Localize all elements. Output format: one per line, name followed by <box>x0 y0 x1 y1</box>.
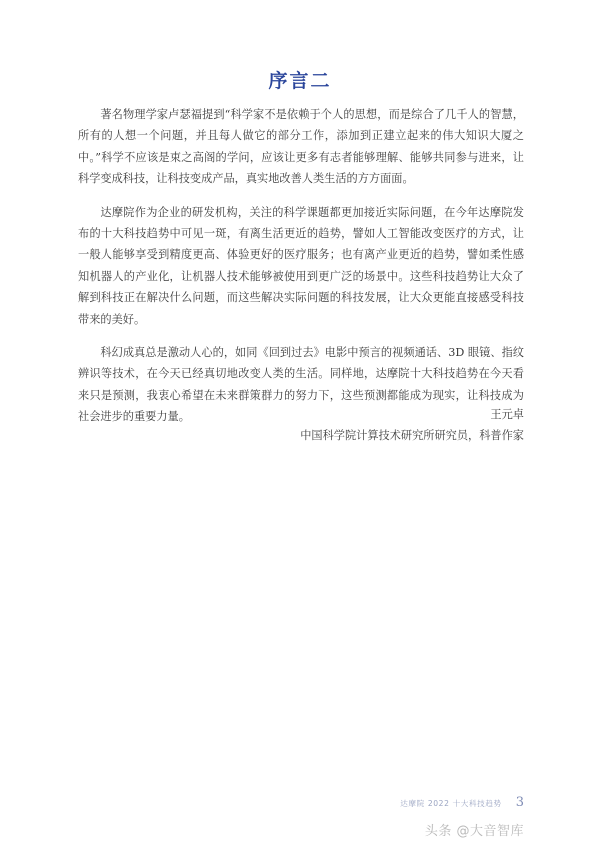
page-number: 3 <box>515 795 524 810</box>
signature-name: 王元卓 <box>490 408 524 421</box>
paragraph: 科幻成真总是激动人心的，如同《回到过去》电影中预言的视频通话、3D 眼镜、指纹辨识等技术，在今天已经真切地改变人类的生活。同样地，达摩院十大科技趋势在今天看来只是预测，我衷心希望在未来群策群力的努力下，这些预测都能成为现实，让科技成为社会进步的重要力量。 <box>78 346 524 424</box>
body-text-column <box>78 104 524 440</box>
paragraph: 著名物理学家卢瑟福提到“科学家不是依赖于个人的思想，而是综合了几千人的智慧，所有的人想一个问题，并且每人做它的部分工作，添加到正建立起来的伟大知识大厦之中。”科学不应该是束之高阁的学问，应该让更多有志者能够理解、能够共同参与进来，让科学变成科技，让科技变成产品，真实地改善人类生活的方方面面。 <box>78 108 524 186</box>
page-footer <box>78 795 524 810</box>
page-title: 序言二 <box>268 70 332 92</box>
signature-role: 中国科学院计算技术研究所研究员，科普作家 <box>300 429 524 443</box>
signature-block <box>78 404 524 447</box>
footer-label: 达摩院 2022 十大科技趋势 <box>400 799 502 808</box>
paragraph: 达摩院作为企业的研发机构，关注的科学课题都更加接近实际问题，在今年达摩院发布的十大科技趋势中可见一斑，有离生活更近的趋势，譬如人工智能改变医疗的方式，让一般人能够享受到精度更高、体验更好的医疗服务；也有离产业更近的趋势，譬如柔性感知机器人的产业化，让机器人技术能够被使用到更广泛的场景中。这些科技趋势让大众了解到科技正在解决什么问题，而这些解决实际问题的科技发展，让大众更能直接感受科技带来的美好。 <box>78 205 524 326</box>
watermark: 头条 @大音智库 <box>424 824 524 839</box>
